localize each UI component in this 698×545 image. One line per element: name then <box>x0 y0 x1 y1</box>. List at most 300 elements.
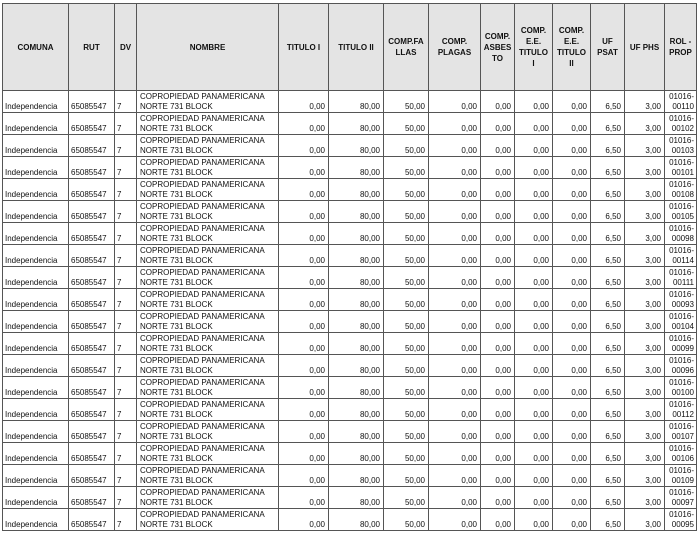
cell-rol-prop-line-2: 00098 <box>671 233 694 243</box>
cell-nombre-line-1: COPROPIEDAD PANAMERICANA <box>140 488 265 497</box>
cell-comp-ee-titulo-1: 0,00 <box>515 465 553 487</box>
cell-nombre <box>137 91 279 113</box>
cell-titulo-1: 0,00 <box>279 201 329 223</box>
cell-comuna: Independencia <box>3 245 69 267</box>
cell-comp-plagas: 0,00 <box>429 333 481 355</box>
cell-rol-prop-line-1: 01016- <box>669 465 694 475</box>
cell-comp-asbesto: 0,00 <box>481 421 515 443</box>
cell-uf-psat: 6,50 <box>591 91 625 113</box>
cell-uf-phs: 3,00 <box>625 509 665 531</box>
cell-rol-prop-line-1: 01016- <box>669 267 694 277</box>
cell-nombre-line-1: COPROPIEDAD PANAMERICANA <box>140 510 265 519</box>
cell-titulo-2: 80,00 <box>329 311 384 333</box>
cell-dv: 7 <box>115 509 137 531</box>
cell-nombre <box>137 377 279 399</box>
cell-rol-prop-line-1: 01016- <box>669 421 694 431</box>
cell-titulo-1: 0,00 <box>279 421 329 443</box>
cell-rol-prop-line-2: 00111 <box>672 277 694 287</box>
cell-titulo-2: 80,00 <box>329 377 384 399</box>
cell-nombre-line-1: COPROPIEDAD PANAMERICANA <box>140 114 265 123</box>
cell-nombre-line-1: COPROPIEDAD PANAMERICANA <box>140 92 265 101</box>
cell-rol-prop <box>665 443 697 465</box>
cell-titulo-1: 0,00 <box>279 135 329 157</box>
header-dv: DV <box>115 4 137 91</box>
cell-dv: 7 <box>115 245 137 267</box>
cell-rut: 65085547 <box>69 509 115 531</box>
cell-comp-asbesto: 0,00 <box>481 289 515 311</box>
cell-uf-psat: 6,50 <box>591 443 625 465</box>
table-row <box>3 245 697 267</box>
cell-nombre <box>137 311 279 333</box>
cell-comp-ee-titulo-1: 0,00 <box>515 223 553 245</box>
cell-nombre-line-2: NORTE 731 BLOCK <box>140 146 213 155</box>
cell-uf-phs: 3,00 <box>625 135 665 157</box>
cell-comuna: Independencia <box>3 311 69 333</box>
cell-comp-plagas: 0,00 <box>429 179 481 201</box>
cell-comp-asbesto: 0,00 <box>481 443 515 465</box>
cell-comp-ee-titulo-2: 0,00 <box>553 509 591 531</box>
cell-titulo-1: 0,00 <box>279 487 329 509</box>
cell-uf-psat: 6,50 <box>591 377 625 399</box>
cell-rol-prop-line-2: 00100 <box>671 387 694 397</box>
cell-comp-asbesto: 0,00 <box>481 267 515 289</box>
cell-comp-ee-titulo-2: 0,00 <box>553 113 591 135</box>
cell-nombre-line-2: NORTE 731 BLOCK <box>140 432 213 441</box>
cell-rol-prop-line-2: 00095 <box>671 519 694 529</box>
cell-rol-prop <box>665 245 697 267</box>
cell-rol-prop-line-1: 01016- <box>669 157 694 167</box>
cell-comuna: Independencia <box>3 487 69 509</box>
cell-uf-psat: 6,50 <box>591 135 625 157</box>
cell-dv: 7 <box>115 289 137 311</box>
cell-nombre-line-1: COPROPIEDAD PANAMERICANA <box>140 466 265 475</box>
cell-rol-prop <box>665 487 697 509</box>
cell-nombre-line-2: NORTE 731 BLOCK <box>140 278 213 287</box>
cell-comp-ee-titulo-1: 0,00 <box>515 355 553 377</box>
cell-nombre <box>137 289 279 311</box>
cell-rol-prop <box>665 91 697 113</box>
cell-comp-asbesto: 0,00 <box>481 355 515 377</box>
cell-nombre-line-1: COPROPIEDAD PANAMERICANA <box>140 422 265 431</box>
cell-comp-plagas: 0,00 <box>429 487 481 509</box>
cell-nombre <box>137 399 279 421</box>
cell-nombre-line-1: COPROPIEDAD PANAMERICANA <box>140 268 265 277</box>
cell-nombre-line-2: NORTE 731 BLOCK <box>140 498 213 507</box>
cell-rut: 65085547 <box>69 333 115 355</box>
cell-comp-plagas: 0,00 <box>429 289 481 311</box>
cell-rol-prop-line-2: 00096 <box>671 365 694 375</box>
cell-nombre-line-2: NORTE 731 BLOCK <box>140 344 213 353</box>
cell-rol-prop-line-1: 01016- <box>669 311 694 321</box>
cell-titulo-1: 0,00 <box>279 333 329 355</box>
cell-comp-fallas: 50,00 <box>384 509 429 531</box>
cell-comp-fallas: 50,00 <box>384 443 429 465</box>
cell-uf-psat: 6,50 <box>591 421 625 443</box>
table-row <box>3 355 697 377</box>
cell-dv: 7 <box>115 421 137 443</box>
header-comp-ee-titulo-2: COMP. E.E. TITULO II <box>553 4 591 91</box>
cell-rut: 65085547 <box>69 377 115 399</box>
table-row <box>3 179 697 201</box>
cell-rut: 65085547 <box>69 245 115 267</box>
cell-titulo-1: 0,00 <box>279 267 329 289</box>
cell-rol-prop-line-1: 01016- <box>669 399 694 409</box>
cell-comp-asbesto: 0,00 <box>481 487 515 509</box>
cell-uf-psat: 6,50 <box>591 399 625 421</box>
cell-nombre-line-2: NORTE 731 BLOCK <box>140 476 213 485</box>
cell-nombre-line-1: COPROPIEDAD PANAMERICANA <box>140 444 265 453</box>
cell-nombre <box>137 487 279 509</box>
cell-rol-prop-line-1: 01016- <box>669 201 694 211</box>
cell-comp-fallas: 50,00 <box>384 91 429 113</box>
cell-comuna: Independencia <box>3 333 69 355</box>
cell-comp-plagas: 0,00 <box>429 157 481 179</box>
cell-rol-prop-line-1: 01016- <box>669 245 694 255</box>
cell-comp-ee-titulo-1: 0,00 <box>515 311 553 333</box>
cell-titulo-2: 80,00 <box>329 267 384 289</box>
cell-rol-prop <box>665 399 697 421</box>
cell-comp-fallas: 50,00 <box>384 465 429 487</box>
table-header-row <box>3 4 697 91</box>
cell-comuna: Independencia <box>3 157 69 179</box>
cell-dv: 7 <box>115 487 137 509</box>
cell-rol-prop-line-2: 00104 <box>671 321 694 331</box>
cell-comp-ee-titulo-2: 0,00 <box>553 267 591 289</box>
cell-comp-fallas: 50,00 <box>384 201 429 223</box>
cell-rol-prop <box>665 223 697 245</box>
cell-dv: 7 <box>115 157 137 179</box>
cell-comp-fallas: 50,00 <box>384 179 429 201</box>
cell-titulo-2: 80,00 <box>329 487 384 509</box>
cell-rut: 65085547 <box>69 201 115 223</box>
cell-rol-prop <box>665 377 697 399</box>
cell-comp-asbesto: 0,00 <box>481 465 515 487</box>
cell-rol-prop <box>665 179 697 201</box>
cell-titulo-2: 80,00 <box>329 135 384 157</box>
cell-nombre-line-1: COPROPIEDAD PANAMERICANA <box>140 136 265 145</box>
table-row <box>3 223 697 245</box>
table-row <box>3 509 697 531</box>
cell-titulo-1: 0,00 <box>279 311 329 333</box>
cell-comp-plagas: 0,00 <box>429 465 481 487</box>
cell-titulo-1: 0,00 <box>279 157 329 179</box>
cell-comp-asbesto: 0,00 <box>481 245 515 267</box>
header-comuna: COMUNA <box>3 4 69 91</box>
cell-rol-prop <box>665 509 697 531</box>
cell-comuna: Independencia <box>3 267 69 289</box>
cell-comp-fallas: 50,00 <box>384 487 429 509</box>
cell-comp-plagas: 0,00 <box>429 399 481 421</box>
cell-comp-fallas: 50,00 <box>384 135 429 157</box>
cell-uf-psat: 6,50 <box>591 311 625 333</box>
cell-comp-ee-titulo-2: 0,00 <box>553 91 591 113</box>
cell-titulo-1: 0,00 <box>279 91 329 113</box>
header-comp-fallas: COMP.FA LLAS <box>384 4 429 91</box>
table-row <box>3 333 697 355</box>
cell-comp-ee-titulo-1: 0,00 <box>515 135 553 157</box>
cell-comp-ee-titulo-2: 0,00 <box>553 421 591 443</box>
cell-nombre-line-1: COPROPIEDAD PANAMERICANA <box>140 378 265 387</box>
cell-comp-asbesto: 0,00 <box>481 223 515 245</box>
cell-rut: 65085547 <box>69 399 115 421</box>
cell-rol-prop-line-2: 00103 <box>671 145 694 155</box>
cell-comp-fallas: 50,00 <box>384 311 429 333</box>
cell-uf-phs: 3,00 <box>625 223 665 245</box>
cell-comp-ee-titulo-1: 0,00 <box>515 399 553 421</box>
cell-nombre-line-1: COPROPIEDAD PANAMERICANA <box>140 246 265 255</box>
cell-rol-prop <box>665 157 697 179</box>
cell-dv: 7 <box>115 377 137 399</box>
cell-uf-phs: 3,00 <box>625 377 665 399</box>
cell-nombre-line-1: COPROPIEDAD PANAMERICANA <box>140 312 265 321</box>
cell-titulo-2: 80,00 <box>329 421 384 443</box>
cell-dv: 7 <box>115 179 137 201</box>
cell-nombre <box>137 509 279 531</box>
cell-uf-psat: 6,50 <box>591 201 625 223</box>
cell-rol-prop-line-2: 00093 <box>671 299 694 309</box>
cell-nombre-line-2: NORTE 731 BLOCK <box>140 256 213 265</box>
cell-uf-phs: 3,00 <box>625 465 665 487</box>
cell-rol-prop-line-1: 01016- <box>669 223 694 233</box>
cell-comp-ee-titulo-2: 0,00 <box>553 201 591 223</box>
cell-titulo-1: 0,00 <box>279 289 329 311</box>
cell-dv: 7 <box>115 223 137 245</box>
cell-rut: 65085547 <box>69 267 115 289</box>
cell-rol-prop-line-1: 01016- <box>669 443 694 453</box>
cell-rol-prop <box>665 355 697 377</box>
cell-uf-phs: 3,00 <box>625 157 665 179</box>
cell-comuna: Independencia <box>3 179 69 201</box>
cell-nombre <box>137 135 279 157</box>
cell-rut: 65085547 <box>69 311 115 333</box>
cell-comp-ee-titulo-1: 0,00 <box>515 157 553 179</box>
header-uf-phs: UF PHS <box>625 4 665 91</box>
cell-rol-prop-line-2: 00097 <box>671 497 694 507</box>
cell-dv: 7 <box>115 355 137 377</box>
cell-uf-psat: 6,50 <box>591 289 625 311</box>
cell-comuna: Independencia <box>3 91 69 113</box>
cell-uf-psat: 6,50 <box>591 355 625 377</box>
cell-nombre-line-2: NORTE 731 BLOCK <box>140 190 213 199</box>
cell-rol-prop <box>665 311 697 333</box>
cell-rol-prop-line-1: 01016- <box>669 179 694 189</box>
cell-comp-plagas: 0,00 <box>429 245 481 267</box>
cell-titulo-1: 0,00 <box>279 399 329 421</box>
cell-comp-asbesto: 0,00 <box>481 377 515 399</box>
cell-titulo-1: 0,00 <box>279 443 329 465</box>
cell-titulo-2: 80,00 <box>329 509 384 531</box>
cell-nombre <box>137 113 279 135</box>
cell-uf-psat: 6,50 <box>591 179 625 201</box>
cell-comp-asbesto: 0,00 <box>481 333 515 355</box>
cell-nombre-line-2: NORTE 731 BLOCK <box>140 388 213 397</box>
table-row <box>3 113 697 135</box>
cell-comp-fallas: 50,00 <box>384 245 429 267</box>
cell-rut: 65085547 <box>69 157 115 179</box>
cell-comp-ee-titulo-1: 0,00 <box>515 487 553 509</box>
cell-nombre-line-1: COPROPIEDAD PANAMERICANA <box>140 334 265 343</box>
cell-comp-asbesto: 0,00 <box>481 157 515 179</box>
cell-comuna: Independencia <box>3 443 69 465</box>
cell-comp-ee-titulo-1: 0,00 <box>515 267 553 289</box>
cell-nombre-line-1: COPROPIEDAD PANAMERICANA <box>140 158 265 167</box>
cell-comp-asbesto: 0,00 <box>481 91 515 113</box>
cell-rol-prop-line-2: 00110 <box>672 101 694 111</box>
cell-uf-phs: 3,00 <box>625 289 665 311</box>
cell-comp-asbesto: 0,00 <box>481 135 515 157</box>
cell-rol-prop-line-1: 01016- <box>669 509 694 519</box>
cell-titulo-2: 80,00 <box>329 91 384 113</box>
cell-comuna: Independencia <box>3 377 69 399</box>
cell-rol-prop-line-2: 00105 <box>671 211 694 221</box>
cell-dv: 7 <box>115 113 137 135</box>
cell-uf-psat: 6,50 <box>591 267 625 289</box>
cell-comp-ee-titulo-1: 0,00 <box>515 113 553 135</box>
cell-rol-prop-line-2: 00114 <box>672 255 694 265</box>
cell-rol-prop-line-2: 00109 <box>671 475 694 485</box>
cell-rol-prop-line-2: 00101 <box>671 167 694 177</box>
table-row <box>3 399 697 421</box>
cell-titulo-2: 80,00 <box>329 443 384 465</box>
cell-nombre-line-1: COPROPIEDAD PANAMERICANA <box>140 356 265 365</box>
cell-rut: 65085547 <box>69 289 115 311</box>
cell-nombre-line-2: NORTE 731 BLOCK <box>140 366 213 375</box>
cell-titulo-2: 80,00 <box>329 223 384 245</box>
cell-nombre <box>137 267 279 289</box>
cell-rol-prop <box>665 135 697 157</box>
cell-titulo-2: 80,00 <box>329 289 384 311</box>
cell-nombre-line-2: NORTE 731 BLOCK <box>140 300 213 309</box>
cell-uf-phs: 3,00 <box>625 201 665 223</box>
header-comp-asbesto: COMP. ASBES TO <box>481 4 515 91</box>
cell-comp-ee-titulo-2: 0,00 <box>553 223 591 245</box>
cell-comuna: Independencia <box>3 421 69 443</box>
cell-comp-ee-titulo-1: 0,00 <box>515 377 553 399</box>
properties-table <box>2 3 697 531</box>
cell-titulo-1: 0,00 <box>279 113 329 135</box>
cell-uf-phs: 3,00 <box>625 399 665 421</box>
cell-rut: 65085547 <box>69 113 115 135</box>
cell-rut: 65085547 <box>69 91 115 113</box>
table-row <box>3 443 697 465</box>
cell-titulo-1: 0,00 <box>279 355 329 377</box>
cell-comp-ee-titulo-2: 0,00 <box>553 487 591 509</box>
cell-comp-asbesto: 0,00 <box>481 399 515 421</box>
cell-comp-asbesto: 0,00 <box>481 201 515 223</box>
cell-comp-plagas: 0,00 <box>429 377 481 399</box>
cell-titulo-2: 80,00 <box>329 333 384 355</box>
cell-rol-prop-line-1: 01016- <box>669 135 694 145</box>
cell-rol-prop-line-2: 00112 <box>672 409 694 419</box>
cell-comp-ee-titulo-1: 0,00 <box>515 201 553 223</box>
cell-dv: 7 <box>115 267 137 289</box>
cell-comuna: Independencia <box>3 465 69 487</box>
cell-nombre <box>137 355 279 377</box>
cell-rol-prop-line-2: 00108 <box>671 189 694 199</box>
table-row <box>3 267 697 289</box>
cell-rol-prop-line-1: 01016- <box>669 487 694 497</box>
cell-comp-plagas: 0,00 <box>429 443 481 465</box>
cell-dv: 7 <box>115 311 137 333</box>
cell-uf-psat: 6,50 <box>591 223 625 245</box>
cell-nombre <box>137 157 279 179</box>
cell-rol-prop-line-2: 00106 <box>671 453 694 463</box>
cell-dv: 7 <box>115 333 137 355</box>
table-row <box>3 201 697 223</box>
cell-rol-prop-line-1: 01016- <box>669 355 694 365</box>
cell-uf-phs: 3,00 <box>625 245 665 267</box>
cell-rut: 65085547 <box>69 487 115 509</box>
cell-comp-plagas: 0,00 <box>429 509 481 531</box>
cell-nombre <box>137 465 279 487</box>
cell-titulo-2: 80,00 <box>329 201 384 223</box>
cell-comp-ee-titulo-2: 0,00 <box>553 135 591 157</box>
table-row <box>3 289 697 311</box>
table-row <box>3 377 697 399</box>
cell-nombre-line-2: NORTE 731 BLOCK <box>140 124 213 133</box>
header-nombre: NOMBRE <box>137 4 279 91</box>
cell-uf-phs: 3,00 <box>625 91 665 113</box>
cell-uf-phs: 3,00 <box>625 443 665 465</box>
cell-comuna: Independencia <box>3 509 69 531</box>
cell-comp-ee-titulo-1: 0,00 <box>515 245 553 267</box>
header-titulo-1: TITULO I <box>279 4 329 91</box>
cell-comp-asbesto: 0,00 <box>481 311 515 333</box>
cell-rol-prop-line-1: 01016- <box>669 289 694 299</box>
cell-rut: 65085547 <box>69 223 115 245</box>
cell-nombre <box>137 223 279 245</box>
table-row <box>3 421 697 443</box>
cell-comp-asbesto: 0,00 <box>481 179 515 201</box>
table-row <box>3 465 697 487</box>
cell-titulo-2: 80,00 <box>329 113 384 135</box>
cell-comp-fallas: 50,00 <box>384 399 429 421</box>
cell-nombre <box>137 333 279 355</box>
cell-rol-prop <box>665 421 697 443</box>
cell-uf-psat: 6,50 <box>591 487 625 509</box>
cell-comp-ee-titulo-2: 0,00 <box>553 465 591 487</box>
cell-comp-asbesto: 0,00 <box>481 113 515 135</box>
cell-titulo-2: 80,00 <box>329 399 384 421</box>
cell-titulo-1: 0,00 <box>279 465 329 487</box>
cell-comp-ee-titulo-2: 0,00 <box>553 157 591 179</box>
cell-nombre-line-2: NORTE 731 BLOCK <box>140 454 213 463</box>
cell-rol-prop-line-2: 00107 <box>671 431 694 441</box>
cell-comp-ee-titulo-2: 0,00 <box>553 311 591 333</box>
cell-comuna: Independencia <box>3 223 69 245</box>
cell-comp-fallas: 50,00 <box>384 377 429 399</box>
header-titulo-2: TITULO II <box>329 4 384 91</box>
cell-comuna: Independencia <box>3 355 69 377</box>
cell-uf-psat: 6,50 <box>591 509 625 531</box>
cell-comuna: Independencia <box>3 113 69 135</box>
cell-titulo-2: 80,00 <box>329 465 384 487</box>
cell-rol-prop <box>665 465 697 487</box>
cell-rol-prop-line-1: 01016- <box>669 333 694 343</box>
cell-titulo-1: 0,00 <box>279 223 329 245</box>
cell-rol-prop-line-2: 00099 <box>671 343 694 353</box>
cell-comp-plagas: 0,00 <box>429 201 481 223</box>
cell-rol-prop <box>665 201 697 223</box>
cell-uf-psat: 6,50 <box>591 465 625 487</box>
cell-comp-plagas: 0,00 <box>429 267 481 289</box>
cell-uf-psat: 6,50 <box>591 333 625 355</box>
header-uf-psat: UF PSAT <box>591 4 625 91</box>
header-rol-prop: ROL - PROP <box>665 4 697 91</box>
table-row <box>3 157 697 179</box>
cell-nombre-line-2: NORTE 731 BLOCK <box>140 168 213 177</box>
cell-titulo-1: 0,00 <box>279 377 329 399</box>
